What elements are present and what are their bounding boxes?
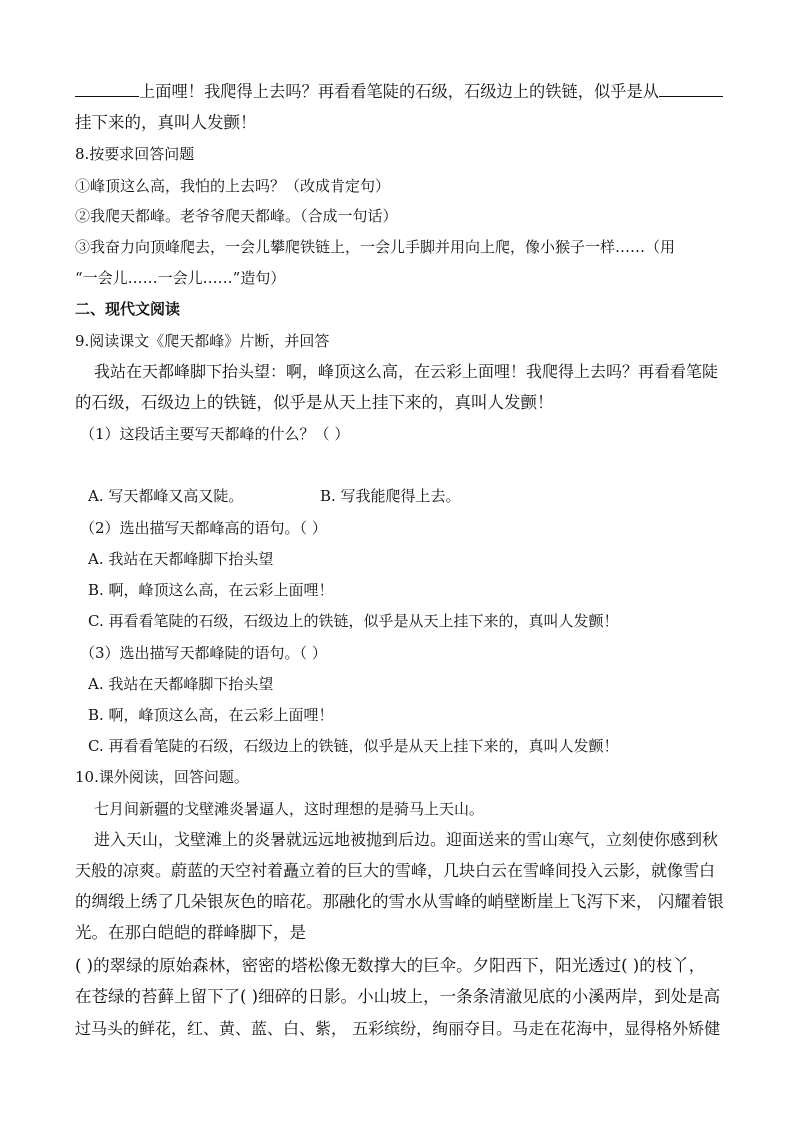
- q9-title: 9.阅读课文《爬天都峰》片断，并回答: [75, 332, 330, 350]
- q10-paragraph-2-line1: 进入天山，戈壁滩上的炎暑就远远地被抛到后边。迎面送来的雪山寒气，立刻使你感到秋: [94, 830, 719, 849]
- q8-item-3-line2: “一会儿……一会儿……”造句）: [75, 269, 286, 287]
- q9-sub3-option-c[interactable]: C. 再看看笔陡的石级，石级边上的铁链，似乎是从天上挂下来的，真叫人发颤！: [88, 737, 619, 755]
- q9-sub2-question: （2）选出描写天都峰高的语句。（ ）: [80, 519, 327, 537]
- q9-sub3-option-b[interactable]: B. 啊，峰顶这么高，在云彩上面哩！: [88, 706, 334, 724]
- q9-passage-line2: 的石级，石级边上的铁链，似乎是从天上挂下来的，真叫人发颤！: [75, 393, 554, 412]
- q8-title: 8.按要求回答问题: [75, 145, 195, 163]
- q10-paragraph-1: 七月间新疆的戈壁滩炎暑逼人，这时理想的是骑马上天山。: [94, 800, 485, 818]
- q9-sub3-option-a[interactable]: A. 我站在天都峰脚下抬头望: [88, 675, 274, 693]
- q9-sub1-option-b[interactable]: B. 写我能爬得上去。: [320, 487, 461, 505]
- q10-paragraph-2-line5: ( )的翠绿的原始森林，密密的塔松像无数撑大的巨伞。夕阳西下，阳光透过( )的枝丫，: [75, 956, 706, 975]
- q10-paragraph-2-line7: 过马头的鲜花，红、黄、蓝、白、紫， 五彩缤纷，绚丽夺目。马走在花海中，显得格外矫健: [75, 1019, 721, 1038]
- section-title: 二、现代文阅读: [75, 300, 181, 318]
- q9-sub1-option-a[interactable]: A. 写天都峰又高又陡。: [88, 487, 244, 505]
- answer-blank[interactable]: [75, 82, 139, 97]
- q7-line2: 挂下来的，真叫人发颤！: [75, 113, 257, 132]
- q9-passage-line1: 我站在天都峰脚下抬头望：啊，峰顶这么高，在云彩上面哩！我爬得上去吗？再看看笔陡: [94, 362, 719, 381]
- q10-title: 10.课外阅读，回答问题。: [75, 768, 249, 786]
- q10-paragraph-2-line3: 的绸缎上绣了几朵银灰色的暗花。那融化的雪水从雪峰的峭壁断崖上飞泻下来， 闪耀着银: [75, 892, 724, 911]
- q8-item-2: ②我爬天都峰。老爷爷爬天都峰。（合成一句话）: [75, 207, 398, 225]
- q7-line1-text: 上面哩！我爬得上去吗？再看看笔陡的石级，石级边上的铁链，似乎是从: [139, 82, 659, 101]
- q9-sub2-option-a[interactable]: A. 我站在天都峰脚下抬头望: [88, 550, 274, 568]
- q9-sub1-question: （1）这段话主要写天都峰的什么？（ ）: [80, 425, 350, 443]
- q10-paragraph-2-line6: 在苍绿的苔藓上留下了( )细碎的日影。小山坡上，一条条清澈见底的小溪两岸，到处是高: [75, 987, 721, 1006]
- q9-sub2-option-c[interactable]: C. 再看看笔陡的石级，石级边上的铁链，似乎是从天上挂下来的，真叫人发颤！: [88, 612, 619, 630]
- q10-paragraph-2-line4: 光。在那白皑皑的群峰脚下，是: [75, 923, 306, 942]
- q8-item-1: ①峰顶这么高，我怕的上去吗？（改成肯定句）: [75, 177, 391, 195]
- q10-paragraph-2-line2: 天般的凉爽。蔚蓝的天空衬着矗立着的巨大的雪峰，几块白云在雪峰间投入云影，就像雪白: [75, 861, 716, 880]
- answer-blank[interactable]: [659, 82, 723, 97]
- q9-sub2-option-b[interactable]: B. 啊，峰顶这么高，在云彩上面哩！: [88, 581, 334, 599]
- q8-item-3-line1: ③我奋力向顶峰爬去，一会儿攀爬铁链上，一会儿手脚并用向上爬，像小猴子一样……（用: [75, 238, 676, 256]
- q7-line1: [75, 82, 723, 102]
- q9-sub3-question: （3）选出描写天都峰陡的语句。（ ）: [80, 644, 327, 662]
